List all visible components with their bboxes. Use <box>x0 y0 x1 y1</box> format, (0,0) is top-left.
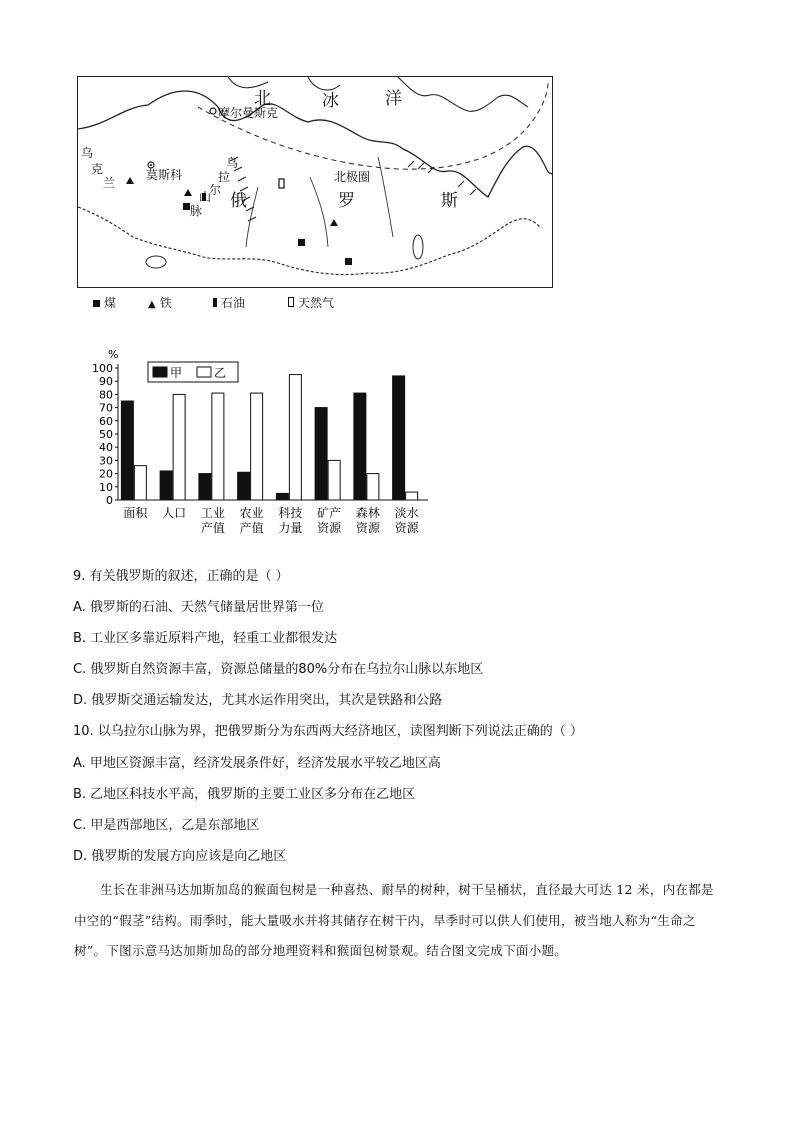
legend-oil: 石油 <box>213 294 245 311</box>
x-tick-label: 森林 <box>355 506 380 520</box>
y-tick-label: 40 <box>99 441 113 455</box>
bar-yi <box>406 492 418 500</box>
x-tick-label: 人口 <box>162 506 187 520</box>
legend-gas: 天然气 <box>288 294 334 311</box>
y-tick-label: 30 <box>99 454 113 468</box>
q9-option-a: A. 俄罗斯的石油、天然气储量居世界第一位 <box>73 600 324 615</box>
city-murmansk-label: 摩尔曼斯克 <box>218 106 279 120</box>
bar-yi <box>173 394 185 500</box>
x-tick-label: 淡水 <box>394 506 419 520</box>
ural-char-4: 山 <box>199 190 212 204</box>
coal-symbol <box>183 203 190 210</box>
iron-icon: ▲ <box>148 299 156 310</box>
country-char-3: 斯 <box>441 191 458 211</box>
bar-jia <box>276 493 288 500</box>
map-drawing <box>78 77 553 288</box>
x-tick-label: 产值 <box>200 521 225 535</box>
x-tick-label: 科技 <box>278 506 303 520</box>
x-tick-label: 矿产 <box>317 506 342 520</box>
y-tick-label: 0 <box>106 494 113 507</box>
ukraine-char-3: 兰 <box>103 176 116 190</box>
city-moscow-label: 莫斯科 <box>146 168 183 182</box>
q9-option-b: B. 工业区多靠近原料产地，轻重工业都很发达 <box>73 631 338 646</box>
ural-char-3: 尔 <box>209 183 222 197</box>
passage-text: 生长在非洲马达加斯加岛的猴面包树是一种喜热、耐旱的树种，树干呈桶状，直径最大可达 12 米，内在都是中空的“假茎”结构。雨季时，能大量吸水并将其储存在树干内，旱季时可以供人们使用，被当地人称为“生命之树”。下图示意马达加斯加岛的部分地理资料和猴面包树景观。结合图文完成下面小题。 <box>74 882 714 958</box>
x-tick-label: 工业 <box>200 506 225 520</box>
y-tick-label: 10 <box>99 480 113 494</box>
map-legend <box>93 292 393 310</box>
q10-option-b: B. 乙地区科技水平高，俄罗斯的主要工业区多分布在乙地区 <box>73 787 416 802</box>
x-tick-label: 面积 <box>123 506 148 520</box>
y-tick-label: 60 <box>99 414 113 428</box>
x-tick-label: 产值 <box>239 521 264 535</box>
q10-stem: 10. 以乌拉尔山脉为界，把俄罗斯分为东西两大经济地区，读图判断下列说法正确的（ ） <box>73 724 583 739</box>
x-tick-label: 力量 <box>278 521 303 535</box>
bar-yi <box>328 460 340 500</box>
ural-char-2: 拉 <box>218 170 231 184</box>
map-river <box>246 157 393 247</box>
ocean-char-1: 北 <box>254 89 271 109</box>
country-char-2: 罗 <box>338 191 355 211</box>
legend-swatch <box>153 367 167 377</box>
lake-baikal <box>413 235 423 259</box>
bar-jia <box>199 474 211 500</box>
legend-iron: ▲ 铁 <box>148 296 172 310</box>
bar-jia <box>121 401 133 500</box>
y-tick-label: 50 <box>99 428 113 441</box>
bar-jia <box>238 472 250 500</box>
q10-option-d: D. 俄罗斯的发展方向应该是向乙地区 <box>73 849 287 864</box>
x-tick-label: 资源 <box>355 521 380 535</box>
bar-jia <box>160 471 172 500</box>
ukraine-char-1: 乌 <box>81 146 94 160</box>
iron-symbol <box>126 177 134 184</box>
ukraine-char-2: 克 <box>91 162 104 176</box>
bar-chart-svg <box>90 348 440 548</box>
bar-yi <box>212 393 224 500</box>
x-tick-label: 农业 <box>239 506 264 520</box>
legend-coal: 煤 <box>93 294 116 311</box>
q9-stem: 9. 有关俄罗斯的叙述，正确的是（ ） <box>73 569 289 584</box>
country-char-1: 俄 <box>230 191 247 211</box>
x-tick-label: 资源 <box>394 521 419 535</box>
q9-option-d: D. 俄罗斯交通运输发达，尤其水运作用突出，其次是铁路和公路 <box>73 693 443 708</box>
coal-icon <box>93 300 100 307</box>
ural-char-5: 脉 <box>190 204 203 218</box>
q10-option-a: A. 甲地区资源丰富，经济发展条件好，经济发展水平较乙地区高 <box>73 756 441 771</box>
coal-symbol <box>298 239 305 246</box>
bar-jia <box>393 376 405 500</box>
bar-yi <box>367 474 379 500</box>
bar-jia <box>315 408 327 500</box>
bar-jia <box>354 393 366 500</box>
ural-char-1: 乌 <box>226 156 239 170</box>
ocean-char-3: 洋 <box>385 89 402 109</box>
iron-symbol <box>330 219 338 226</box>
murmansk-marker <box>210 108 216 114</box>
bar-yi <box>251 393 263 500</box>
oil-icon <box>213 298 217 307</box>
legend-swatch <box>197 367 211 377</box>
y-tick-label: 100 <box>92 362 113 375</box>
russia-map <box>77 76 553 288</box>
q9-option-c: C. 俄罗斯自然资源丰富，资源总储量的80%分布在乌拉尔山脉以东地区 <box>73 662 484 677</box>
gas-icon <box>288 297 294 307</box>
bar-yi <box>134 466 146 500</box>
coal-symbol <box>345 258 352 265</box>
gas-symbol <box>279 179 284 188</box>
y-tick-label: 70 <box>99 401 113 415</box>
x-tick-label: 资源 <box>317 521 342 535</box>
comparison-chart <box>90 348 440 548</box>
legend-label: 乙 <box>214 366 227 380</box>
iron-symbol <box>184 189 192 196</box>
q10-option-c: C. 甲是西部地区，乙是东部地区 <box>73 818 260 833</box>
ocean-char-2: 冰 <box>322 91 339 111</box>
y-tick-label: 90 <box>99 375 113 389</box>
y-tick-label: 20 <box>99 467 113 481</box>
arctic-circle-line <box>198 82 548 169</box>
arctic-circle-label: 北极圈 <box>334 170 371 184</box>
bar-yi <box>289 375 301 500</box>
legend-label: 甲 <box>170 366 183 380</box>
caspian-sea <box>146 256 166 268</box>
y-tick-label: 80 <box>99 388 113 402</box>
y-unit-label: % <box>108 348 119 361</box>
